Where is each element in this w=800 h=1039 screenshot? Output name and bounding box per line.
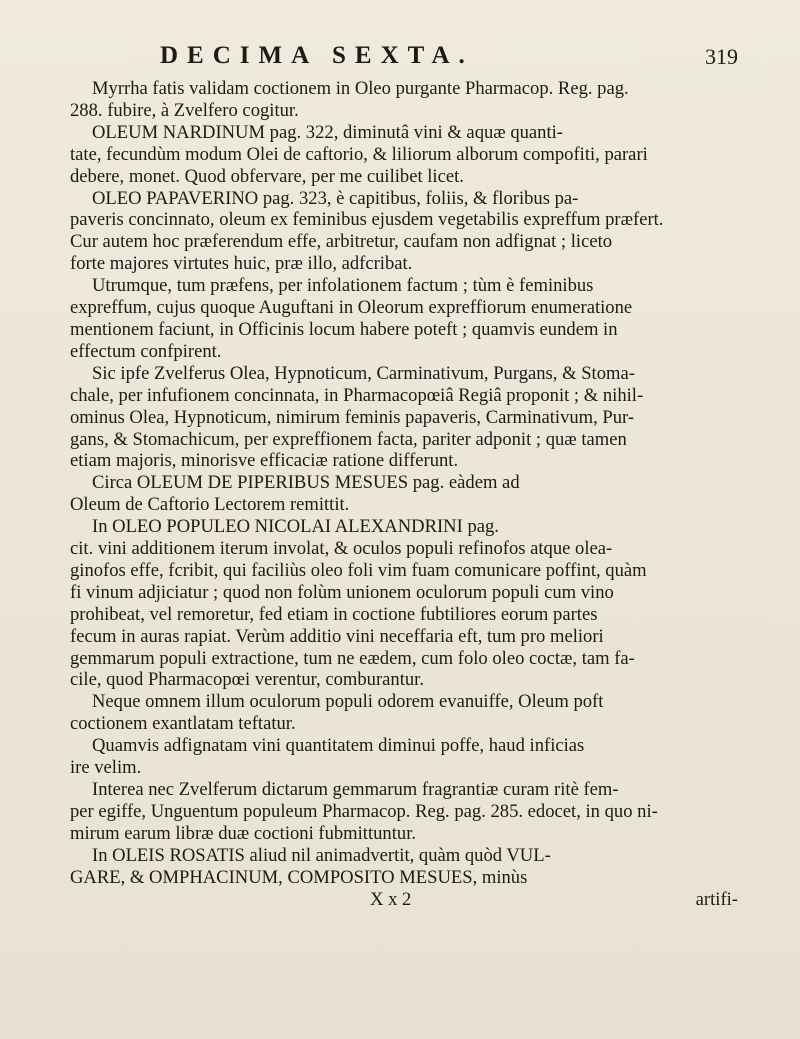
text-line: Interea nec Zvelferum dictarum gemmarum fragrantiæ curam ritè fem-: [92, 779, 619, 800]
text-line: per egiffe, Unguentum populeum Pharmacop. Reg. pag. 285. edocet, in quo ni-: [70, 800, 658, 822]
text-line: Cur autem hoc præferendum effe, arbitretur, caufam non adfignat ; liceto: [70, 231, 613, 253]
running-title: DECIMA SEXTA.: [160, 42, 474, 69]
text-line: ginofos effe, fcribit, qui faciliùs oleo foli vim fuam comunicare poffint, quàm: [70, 559, 647, 581]
text-line: 288. fubire, à Zvelfero cogitur.: [70, 99, 299, 121]
text-line: In OLEIS ROSATIS aliud nil animadvertit, quàm quòd VUL-: [92, 844, 551, 866]
body-text: [70, 78, 738, 889]
text-line: Quamvis adfignatam vini quantitatem diminui poffe, haud inficias: [92, 735, 585, 757]
signature-mark: X x 2: [370, 888, 412, 910]
text-line: Utrumque, tum præfens, per infolationem factum ; tùm è feminibus: [92, 275, 594, 297]
text-line: chale, per infufionem concinnata, in Pharmacopœiâ Regiâ proponit ; & nihil-: [70, 384, 644, 406]
text-line: Oleum de Caftorio Lectorem remittit.: [70, 494, 350, 516]
text-line: mentionem faciunt, in Officinis locum habere poteft ; quamvis eundem in: [70, 318, 618, 340]
text-line: expreffum, cujus quoque Auguftani in Oleorum expreffiorum enumeratione: [70, 297, 633, 319]
text-line: paveris concinnato, oleum ex feminibus ejusdem vegetabilis expreffum præfert.: [70, 209, 664, 231]
text-line: Sic ipfe Zvelferus Olea, Hypnoticum, Carminativum, Purgans, & Stoma-: [92, 362, 635, 384]
text-line: In OLEO POPULEO NICOLAI ALEXANDRINI pag.: [92, 516, 499, 538]
text-line: OLEO PAPAVERINO pag. 323, è capitibus, foliis, & floribus pa-: [92, 187, 579, 209]
text-line: prohibeat, vel remoretur, fed etiam in coctione fubtiliores eorum partes: [70, 603, 598, 625]
text-line: OLEUM NARDINUM pag. 322, diminutâ vini & aquæ quanti-: [92, 121, 563, 143]
text-line: effectum confpirent.: [70, 340, 222, 362]
catchline: [70, 889, 738, 911]
text-line: cile, quod Pharmacopœi verentur, comburantur.: [70, 669, 424, 691]
text-line: coctionem exantlatam teftatur.: [70, 713, 296, 735]
text-line: fecum in auras rapiat. Verùm additio vini neceffaria eft, tum pro meliori: [70, 625, 604, 647]
text-line: gans, & Stomachicum, per expreffionem facta, pariter adponit ; quæ tamen: [70, 428, 627, 450]
text-line: Neque omnem illum oculorum populi odorem evanuiffe, Oleum poft: [92, 691, 604, 713]
text-line: debere, monet. Quod obfervare, per me cuilibet licet.: [70, 165, 464, 187]
running-head: [70, 34, 738, 74]
text-line: tate, fecundùm modum Olei de caftorio, & liliorum alborum compofiti, parari: [70, 143, 648, 165]
text-line: gemmarum populi extractione, tum ne eædem, cum folo oleo coctæ, tam fa-: [70, 647, 635, 669]
text-line: ominus Olea, Hypnoticum, nimirum feminis papaveris, Carminativum, Pur-: [70, 406, 635, 428]
text-line: fi vinum adjiciatur ; quod non folùm unionem oculorum populi cum vino: [70, 581, 614, 603]
text-line: ire velim.: [70, 757, 142, 779]
catchword: artifi-: [695, 888, 738, 910]
text-line: Myrrha fatis validam coctionem in Oleo purgante Pharmacop. Reg. pag.: [92, 78, 629, 99]
text-line: GARE, & OMPHACINUM, COMPOSITO MESUES, minùs: [70, 866, 528, 888]
text-line: etiam majoris, minorisve efficaciæ ratione differunt.: [70, 450, 459, 472]
page-number: 319: [705, 44, 738, 69]
text-line: mirum earum libræ duæ coctioni fubmittuntur.: [70, 822, 417, 844]
text-line: Circa OLEUM DE PIPERIBUS MESUES pag. eàdem ad: [92, 472, 520, 494]
text-line: cit. vini additionem iterum involat, & oculos populi refinofos atque olea-: [70, 538, 613, 560]
text-line: forte majores virtutes huic, præ illo, adfcribat.: [70, 253, 413, 275]
